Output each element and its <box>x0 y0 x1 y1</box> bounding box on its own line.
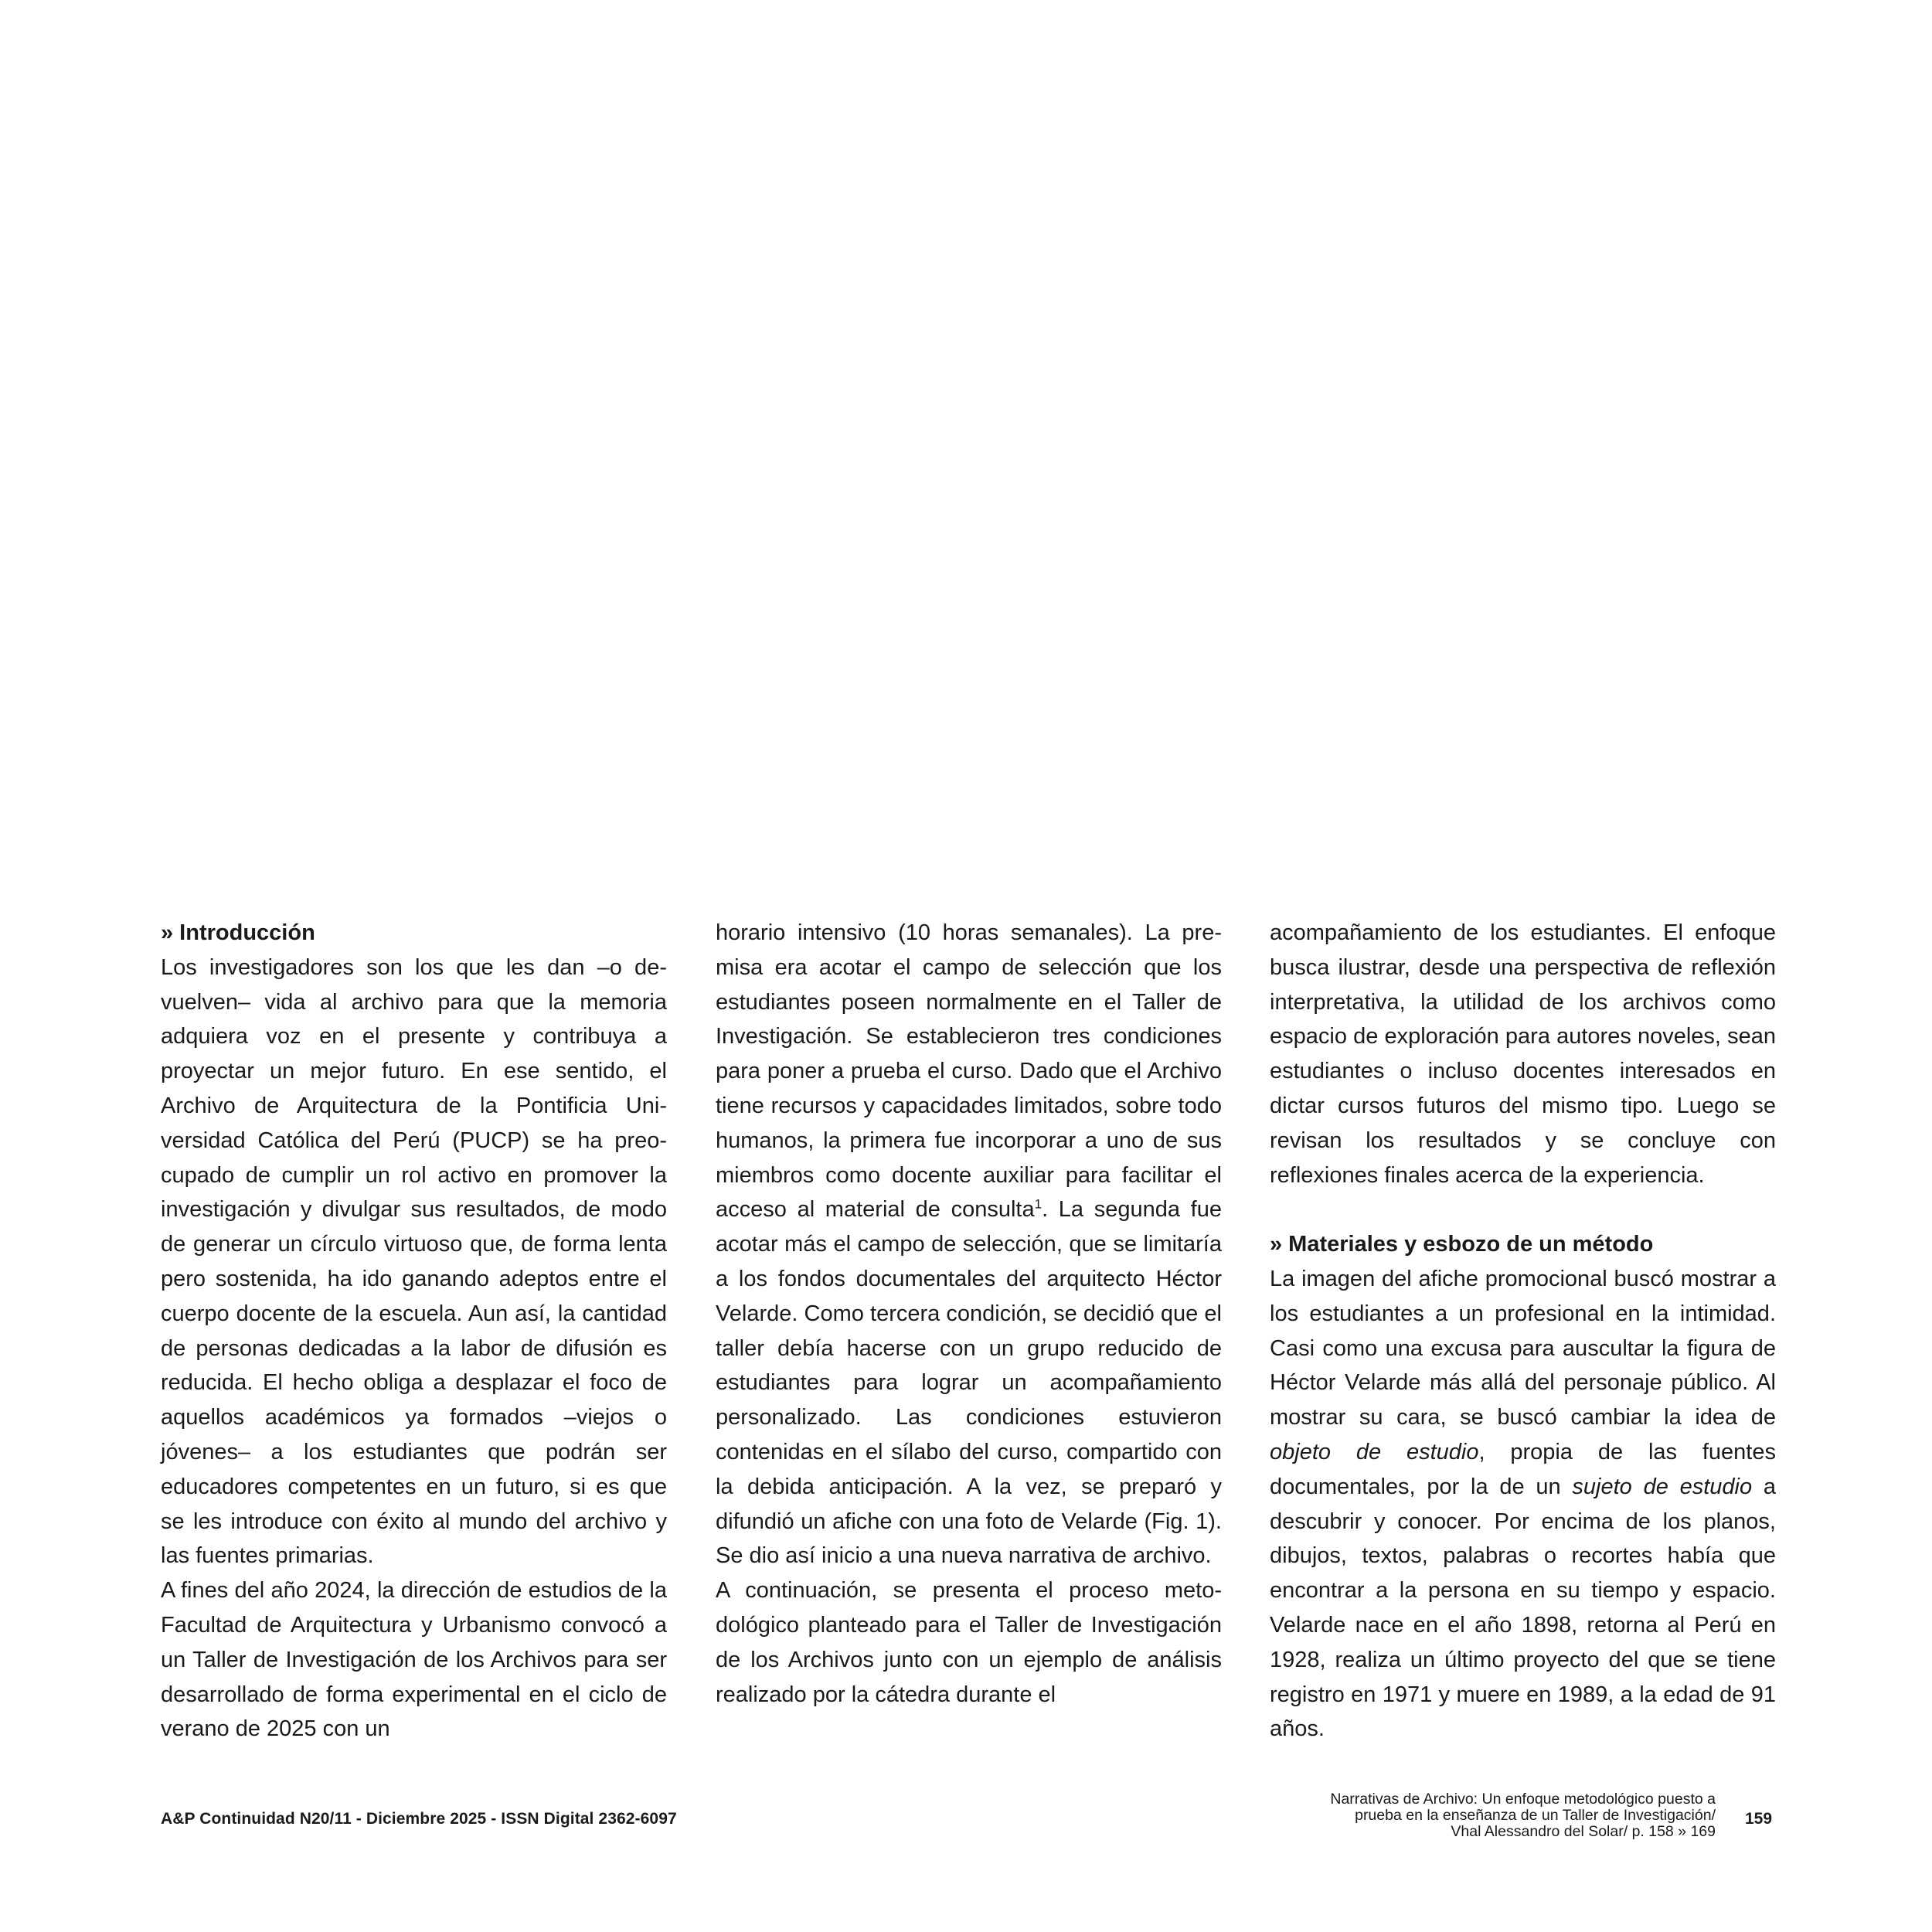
paragraph-text: , propia de las fuentes documentales, por la de un <box>1270 1439 1776 1499</box>
paragraph <box>1270 1262 1776 1747</box>
footnote-ref[interactable]: 1 <box>1034 1196 1043 1212</box>
emphasis: objeto de estudio <box>1270 1439 1479 1464</box>
footer-article-info <box>1206 1791 1716 1840</box>
section-heading-materiales: » Materiales y esbozo de un método <box>1270 1232 1654 1257</box>
page-number: 159 <box>1745 1810 1773 1828</box>
paragraph: A fines del año 2024, la dirección de estudios de la Facultad de Arquitectura y Urbanismo convocó a un Taller de Investigación de los Archivos para ser desarrollado de forma experimental en el ciclo de verano de 2025 con un <box>161 1578 667 1742</box>
column-3 <box>1270 916 1776 1747</box>
footer-article-line: Narrativas de Archivo: Un enfoque metodológico puesto a <box>1330 1791 1716 1808</box>
spacer <box>1270 1192 1776 1227</box>
paragraph: A continuación, se presenta el proceso metodológico planteado para el Taller de Investigación de los Archivos junto con un ejemplo de análisis realizado por la cátedra durante el <box>716 1578 1222 1707</box>
paragraph <box>716 916 1222 1573</box>
emphasis: sujeto de estudio <box>1572 1474 1753 1499</box>
paragraph-text: La imagen del afiche promocional buscó mostrar a los estudiantes a un profesional en la intimidad. Casi como una excusa para auscultar la figura de Héctor Velarde más allá del personaje público. Al mostrar su cara, se buscó cambiar la idea de <box>1270 1266 1776 1430</box>
column-1 <box>161 916 667 1747</box>
paragraph-text: . La segunda fue acotar más el campo de selección, que se limitaría a los fondos documentales del arquitecto Héctor Velarde. Como tercera condición, se decidió que el taller debía hacerse con un grupo reducido de estudiantes para lograr un acompañamiento personalizado. Las condiciones estuvieron contenidas en el sílabo del curso, compartido con la debida anticipación. A la vez, se preparó y difundió un afiche con una foto de Velarde (Fig. 1). Se dio así inicio a una nueva narrativa de archivo. <box>716 1197 1222 1569</box>
section-heading-introduccion: » Introducción <box>161 920 315 945</box>
footer-article-line: prueba en la enseñanza de un Taller de Investigación/ <box>1355 1807 1716 1824</box>
paragraph-text: a descubrir y conocer. Por encima de los planos, dibujos, textos, palabras o recortes había que encontrar a la persona en su tiempo y espacio. Velarde nace en el año 1898, retorna al Perú en 1928, realiza un último proyecto del que se tiene registro en 1971 y muere en 1989, a la edad de 91 años. <box>1270 1474 1776 1742</box>
paragraph: Los investigadores son los que les dan –o devuelven– vida al archivo para que la memoria adquiera voz en el presente y contribuya a proyectar un mejor futuro. En ese sentido, el Archivo de Arquitectura de la Pontificia Universidad Católica del Perú (PUCP) se ha preocupado de cumplir un rol activo en promover la investigación y divulgar sus resultados, de modo de generar un círculo virtuoso que, de forma lenta pero sostenida, ha ido ganando adeptos entre el cuerpo docente de la escuela. Aun así, la cantidad de personas dedicadas a la labor de difusión es reducida. El hecho obliga a desplazar el foco de aquellos académicos ya formados –viejos o jóvenes– a los estudiantes que podrán ser educadores competentes en un futuro, si es que se les introduce con éxito al mundo del archivo y las fuentes primarias. <box>161 954 667 1569</box>
paragraph: acompañamiento de los estudiantes. El enfoque busca ilustrar, desde una perspectiva de reflexión interpretativa, la utilidad de los archivos como espacio de exploración para autores noveles, sean estudiantes o incluso docentes interesados en dictar cursos futuros del mismo tipo. Luego se revisan los resultados y se concluye con reflexiones finales acerca de la experiencia. <box>1270 920 1776 1188</box>
column-2 <box>716 916 1222 1712</box>
footer-journal-info: A&P Continuidad N20/11 - Diciembre 2025 - ISSN Digital 2362-6097 <box>161 1810 677 1828</box>
paragraph-text: horario intensivo (10 horas semanales). La premisa era acotar el campo de selección que los estudiantes poseen normalmente en el Taller de Investigación. Se establecieron tres condiciones para poner a prueba el curso. Dado que el Archivo tiene recursos y capacidades limitados, sobre todo humanos, la primera fue incorporar a uno de sus miembros como docente auxiliar para facilitar el acceso al material de consulta <box>716 920 1222 1223</box>
footer-article-line: Vhal Alessandro del Solar/ p. 158 » 169 <box>1451 1823 1716 1840</box>
